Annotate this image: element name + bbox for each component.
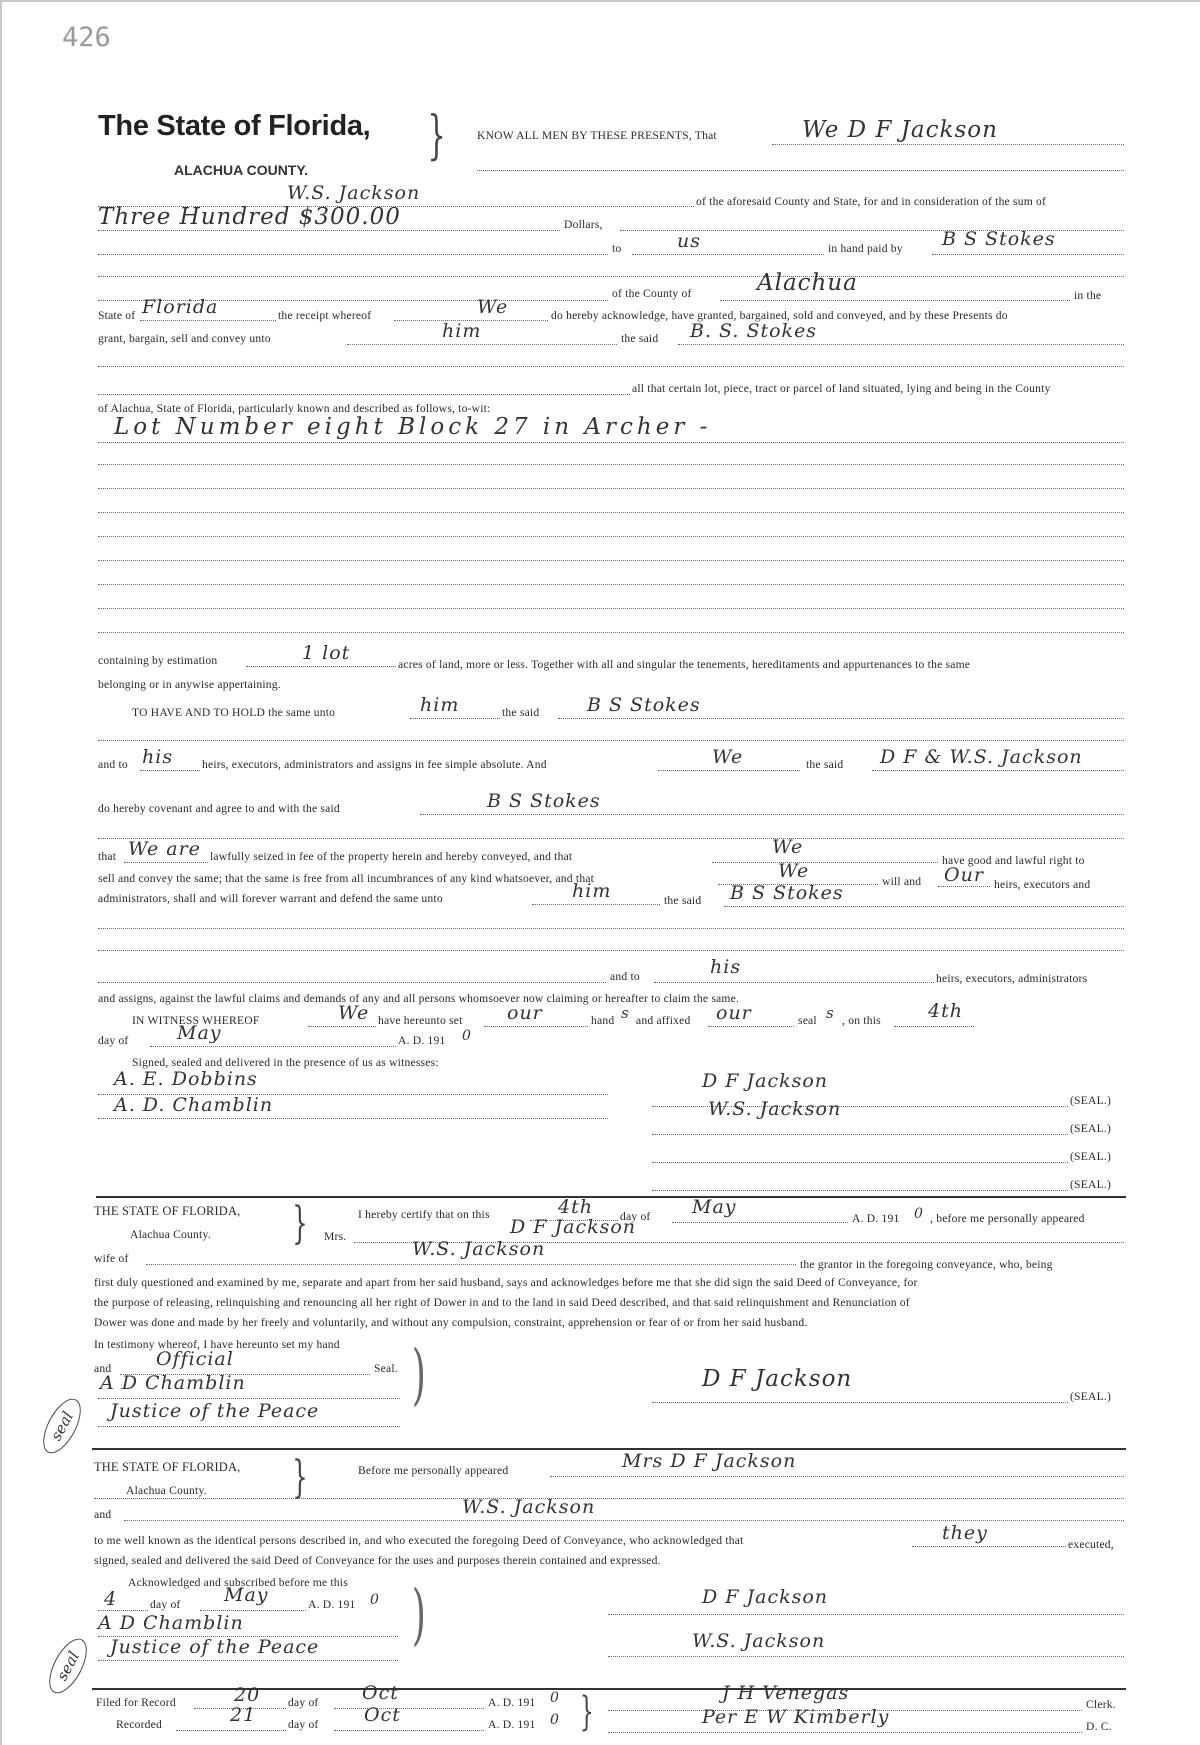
filed-text: Filed for Record — [96, 1696, 176, 1709]
witness-handwriting: We — [338, 1002, 370, 1024]
county-handwriting: Alachua — [757, 270, 858, 296]
covenant-handwriting: B S Stokes — [487, 790, 601, 812]
filed-month-line — [334, 1708, 484, 1709]
month-line — [150, 1046, 396, 1047]
known-text: to me well known as the identical persons described in, and who executed the foregoing Deed of Conveyance, who acknowledged that — [94, 1534, 744, 1547]
seal-label-4: (SEAL.) — [1070, 1178, 1112, 1191]
description-line — [98, 512, 1124, 513]
clerk-handwriting: J H Venegas — [722, 1682, 850, 1704]
cert-ad-text: A. D. 191 — [852, 1212, 900, 1225]
set-line — [484, 1026, 588, 1027]
ack-and-text: and — [94, 1508, 112, 1521]
testimony-brace: ) — [411, 1336, 426, 1413]
cert-day-of-text: day of — [620, 1210, 651, 1223]
grantor-text: the grantor in the foregoing conveyance, who, being — [800, 1258, 1053, 1271]
state-line — [140, 320, 276, 321]
dc-label: D. C. — [1086, 1720, 1112, 1733]
description-line — [98, 632, 1124, 633]
and-to-handwriting: his — [142, 746, 174, 768]
acknowledge-text: do hereby acknowledge, have granted, bargained, sold and conveyed, and by these Presents do — [551, 309, 1008, 322]
blank-line — [98, 254, 608, 255]
mrs-text: Mrs. — [324, 1230, 347, 1243]
filed-day-of-text: day of — [288, 1696, 319, 1709]
header-brace: } — [427, 106, 446, 166]
they-line — [912, 1546, 1066, 1547]
ack-ad-text: A. D. 191 — [308, 1598, 356, 1611]
filed-year-handwriting: 0 — [550, 1690, 560, 1706]
receipt-whereof-text: the receipt whereof — [278, 309, 372, 322]
dollars-text: Dollars, — [564, 218, 603, 231]
cert-seal-label: (SEAL.) — [1070, 1390, 1112, 1403]
ack-officer-handwriting: A D Chamblin — [98, 1612, 244, 1634]
receipt-handwriting: We — [477, 296, 509, 318]
blank-line — [98, 950, 1124, 951]
mrs-handwriting: D F Jackson — [510, 1216, 637, 1238]
ack-year-handwriting: 0 — [370, 1592, 380, 1608]
page-number: 426 — [62, 22, 111, 53]
heirs-exec-text: heirs, executors and — [994, 878, 1091, 891]
cert-officer-handwriting: A D Chamblin — [100, 1372, 246, 1394]
payer-handwriting: B S Stokes — [942, 228, 1056, 250]
covenant-text: do hereby covenant and agree to and with the said — [98, 802, 340, 815]
covenant-line — [420, 814, 1124, 815]
payer-line — [932, 254, 1124, 255]
ack-county: Alachua County. — [126, 1484, 207, 1497]
have-line — [410, 718, 500, 719]
covenantors-handwriting: D F & W.S. Jackson — [880, 746, 1083, 768]
day-handwriting: 4th — [928, 1000, 963, 1022]
testimony-and-text: and — [94, 1362, 112, 1375]
county-heading: ALACHUA COUNTY. — [174, 162, 309, 178]
ad-text: A. D. 191 — [398, 1034, 446, 1047]
admin-grantee-line — [724, 906, 1124, 907]
ack-office-handwriting: Justice of the Peace — [110, 1636, 320, 1658]
admin-text: administrators, shall and will forever warrant and defend the same unto — [98, 892, 443, 905]
description-line — [98, 584, 1124, 585]
know-all-text: KNOW ALL MEN BY THESE PRESENTS, That — [477, 129, 717, 142]
rec-ad-text: A. D. 191 — [488, 1718, 536, 1731]
amount-line — [98, 230, 560, 231]
and-to-text-2: and to — [610, 970, 640, 983]
cert-line-2: the purpose of releasing, relinquishing and renouncing all her right of Dower in and to the land in said Deed described, and that said relinquishment and Renunciation of — [94, 1296, 910, 1309]
official-handwriting: Official — [156, 1348, 234, 1370]
filed-month-handwriting: Oct — [362, 1682, 399, 1704]
cert-office-line — [98, 1426, 400, 1427]
before-me-appeared-text: Before me personally appeared — [358, 1464, 509, 1477]
grantee-handwriting: B. S. Stokes — [690, 320, 818, 342]
state-handwriting: Florida — [142, 296, 219, 318]
filed-day-handwriting: 20 — [234, 1684, 261, 1706]
ack-testimony-brace: ) — [411, 1576, 426, 1653]
ack-state: THE STATE OF FLORIDA, — [94, 1460, 241, 1474]
grant-text: grant, bargain, sell and convey unto — [98, 332, 271, 345]
they-handwriting: they — [942, 1522, 988, 1544]
rec-year-handwriting: 0 — [550, 1712, 560, 1728]
blank-line — [98, 982, 606, 983]
day-of-text: day of — [98, 1034, 129, 1047]
cert-officer-line — [98, 1398, 400, 1399]
that-handwriting: We are — [128, 838, 201, 860]
the-said-text-4: the said — [664, 894, 702, 907]
executed-text: executed, — [1068, 1538, 1114, 1551]
cert-line-1: first duly questioned and examined by me, separate and apart from her said husband, says and acknowledges before me that she did sign the said Deed of Conveyance, for — [94, 1276, 918, 1289]
admin-grantee-handwriting: B S Stokes — [730, 882, 844, 904]
will-and-handwriting: Our — [944, 864, 984, 886]
husband-line — [146, 1264, 796, 1265]
ack-month-handwriting: May — [224, 1584, 269, 1606]
cert-seal-stamp: seal — [36, 1393, 89, 1459]
ack-signer2-handwriting: W.S. Jackson — [692, 1630, 826, 1652]
cert-county: Alachua County. — [130, 1228, 211, 1241]
ack-subscribed-text: Acknowledged and subscribed before me this — [128, 1576, 348, 1589]
ack-signed-text: signed, sealed and delivered the said Deed of Conveyance for the uses and purposes therein contained and expressed. — [94, 1554, 661, 1567]
grantee-line — [678, 344, 1124, 345]
filed-ad-text: A. D. 191 — [488, 1696, 536, 1709]
cert-day-handwriting: 4th — [558, 1196, 593, 1218]
cert-month-line — [672, 1222, 848, 1223]
sell-handwriting: We — [778, 860, 810, 882]
to-text: to — [612, 242, 622, 255]
and-to2-line — [654, 982, 934, 983]
blank-line — [94, 1498, 1124, 1499]
and-to2-handwriting: his — [710, 956, 742, 978]
blank-line — [477, 170, 1124, 171]
seal-label-3: (SEAL.) — [1070, 1150, 1112, 1163]
belonging-text: belonging or in anywise appertaining. — [98, 678, 281, 691]
covenantors-line — [872, 770, 1124, 771]
to-handwriting: us — [677, 230, 701, 252]
ack-day-of-text: day of — [150, 1598, 181, 1611]
description-line — [98, 608, 1124, 609]
signer2-handwriting: W.S. Jackson — [708, 1098, 842, 1120]
seal-label-2: (SEAL.) — [1070, 1122, 1112, 1135]
have-handwriting: him — [420, 694, 460, 716]
testimony-text: In testimony whereof, I have hereunto set my hand — [94, 1338, 340, 1351]
assigns-text: and assigns, against the lawful claims and demands of any and all persons whomsoever now claiming or hereafter to claim the same. — [98, 992, 740, 1005]
ack-office-line — [98, 1660, 398, 1661]
the-said-text: the said — [621, 332, 659, 345]
description-line — [98, 442, 1124, 443]
description-line — [98, 488, 1124, 489]
witness1-handwriting: A. E. Dobbins — [114, 1068, 258, 1090]
cert-brace: } — [292, 1198, 308, 1249]
deputy-line — [608, 1732, 1082, 1733]
section-divider — [96, 1196, 1126, 1198]
section-divider-2 — [92, 1448, 1126, 1450]
heirs-exec-admin-text: heirs, executors, administrators — [936, 972, 1088, 985]
aforesaid-text: of the aforesaid County and State, for and in consideration of the sum of — [696, 195, 1047, 208]
witness-text: IN WITNESS WHEREOF — [132, 1014, 260, 1027]
seal-handwriting: s — [826, 1004, 835, 1022]
ack-brace: } — [292, 1452, 308, 1503]
page-title: The State of Florida, — [98, 110, 371, 142]
of-alachua-text: of Alachua, State of Florida, particularly known and described as follows, to-wit: — [98, 402, 491, 415]
have-grantee-line — [558, 718, 1124, 719]
ack-and-handwriting: W.S. Jackson — [462, 1496, 596, 1518]
description-line — [98, 536, 1124, 537]
cert-line-3: Dower was done and made by her freely and voluntarily, and without any compulsion, constraint, apprehension or fear of or from her said husband. — [94, 1316, 808, 1329]
unto-handwriting: him — [442, 320, 482, 342]
witness2-line — [98, 1118, 608, 1119]
and-line — [658, 770, 800, 771]
to-line — [632, 254, 824, 255]
will-and-line — [938, 886, 990, 887]
rec-month-handwriting: Oct — [364, 1704, 401, 1726]
cert-signature-line — [652, 1402, 1068, 1403]
have-grantee-handwriting: B S Stokes — [587, 694, 701, 716]
affixed-line — [708, 1026, 794, 1027]
and-to-text: and to — [98, 758, 128, 771]
rec-day-handwriting: 21 — [230, 1704, 257, 1726]
ack-signer2-line — [608, 1656, 1124, 1657]
cert-signature-handwriting: D F Jackson — [702, 1366, 853, 1392]
grantor2-handwriting: W.S. Jackson — [287, 182, 421, 204]
blank-line — [98, 366, 1124, 367]
on-this-text: , on this — [842, 1014, 881, 1027]
in-the-text: in the — [1074, 289, 1102, 302]
containing-text: containing by estimation — [98, 654, 218, 667]
husband-handwriting: W.S. Jackson — [412, 1238, 546, 1260]
ack-day-line — [98, 1610, 148, 1611]
hand-handwriting: s — [621, 1004, 630, 1022]
hand-text: hand — [591, 1014, 615, 1027]
ack-and-line — [124, 1520, 1124, 1521]
of-the-county-of-text: of the County of — [612, 287, 692, 300]
rec-month-line — [334, 1730, 484, 1731]
description-line — [98, 464, 1124, 465]
cert-office-handwriting: Justice of the Peace — [110, 1400, 320, 1422]
ack-signer1-line — [608, 1614, 1124, 1615]
grantors-handwriting: We D F Jackson — [802, 117, 998, 143]
blank-line — [98, 838, 1124, 839]
will-and-text: will and — [882, 875, 922, 888]
good-right-text: have good and lawful right to — [942, 854, 1085, 867]
amount-handwriting: Three Hundred $300.00 — [98, 204, 401, 230]
blank-line — [98, 276, 1124, 277]
seized-line — [712, 862, 938, 863]
to-have-text: TO HAVE AND TO HOLD the same unto — [132, 706, 336, 719]
description-handwriting: Lot Number eight Block 27 in Archer - — [114, 414, 712, 440]
ack-day-handwriting: 4 — [104, 1588, 118, 1610]
cert-state: THE STATE OF FLORIDA, — [94, 1204, 241, 1218]
seal-label-1: (SEAL.) — [1070, 1094, 1112, 1107]
acres-text: acres of land, more or less. Together with all and singular the tenements, hereditaments and appurtenances to the same — [398, 658, 971, 671]
seal-word-text: seal — [798, 1014, 817, 1027]
certify-text: I hereby certify that on this — [358, 1208, 490, 1221]
all-that-text: all that certain lot, piece, tract or parcel of land situated, lying and being in the County — [632, 382, 1051, 395]
day-line — [894, 1026, 974, 1027]
blank-line — [98, 928, 1124, 929]
heirs-text: heirs, executors, administrators and assigns in fee simple absolute. And — [202, 758, 547, 771]
witness-line — [308, 1026, 376, 1027]
and-affixed-text: and affixed — [636, 1014, 691, 1027]
filing-brace: } — [579, 1689, 594, 1735]
the-said-text-3: the said — [806, 758, 844, 771]
ack-signer1-handwriting: D F Jackson — [702, 1586, 829, 1608]
appeared-line — [550, 1476, 1124, 1477]
acres-handwriting: 1 lot — [302, 642, 351, 664]
ack-seal-stamp: seal — [42, 1633, 95, 1699]
recorded-text: Recorded — [116, 1718, 163, 1731]
before-me-text: , before me personally appeared — [930, 1212, 1085, 1225]
rec-day-line — [176, 1730, 286, 1731]
cert-month-handwriting: May — [692, 1196, 737, 1218]
set-handwriting: our — [507, 1002, 543, 1024]
signer1-handwriting: D F Jackson — [702, 1070, 829, 1092]
acres-line — [246, 666, 396, 667]
and-handwriting: We — [712, 746, 744, 768]
description-line — [98, 560, 1124, 561]
clerk-label: Clerk. — [1086, 1698, 1116, 1711]
seized-handwriting: We — [772, 836, 804, 858]
unto-line — [347, 344, 617, 345]
and-to-line — [140, 770, 200, 771]
blank-line — [98, 394, 630, 395]
rec-day-of-text: day of — [288, 1718, 319, 1731]
signer2-line — [652, 1134, 1068, 1135]
ack-month-line — [200, 1610, 306, 1611]
signer3-line — [652, 1162, 1068, 1163]
seal-word: Seal. — [374, 1362, 398, 1375]
appeared-handwriting: Mrs D F Jackson — [622, 1450, 797, 1472]
state-of-text: State of — [98, 309, 136, 322]
seized-text: lawfully seized in fee of the property herein and hereby conveyed, and that — [210, 850, 573, 863]
signed-text: Signed, sealed and delivered in the presence of us as witnesses: — [132, 1056, 439, 1069]
that-line — [124, 862, 208, 863]
grantors-line — [772, 144, 1124, 145]
blank-line — [98, 740, 1124, 741]
affixed-handwriting: our — [716, 1002, 752, 1024]
deputy-handwriting: Per E W Kimberly — [702, 1706, 890, 1728]
month-handwriting: May — [177, 1022, 222, 1044]
have-hereunto-set-text: have hereunto set — [378, 1014, 463, 1027]
admin-line — [532, 904, 660, 905]
admin-handwriting: him — [572, 880, 612, 902]
wife-of-text: wife of — [94, 1252, 129, 1265]
that-text: that — [98, 850, 117, 863]
witness2-handwriting: A. D. Chamblin — [114, 1094, 274, 1116]
signer4-line — [652, 1190, 1068, 1191]
cert-year-handwriting: 0 — [914, 1206, 924, 1222]
in-hand-paid-by-text: in hand paid by — [828, 242, 903, 255]
sell-text: sell and convey the same; that the same is free from all incumbrances of any kind whatsoever, and that — [98, 872, 595, 885]
county-line — [720, 300, 1070, 301]
year-handwriting: 0 — [462, 1028, 472, 1044]
the-said-text-2: the said — [502, 706, 540, 719]
